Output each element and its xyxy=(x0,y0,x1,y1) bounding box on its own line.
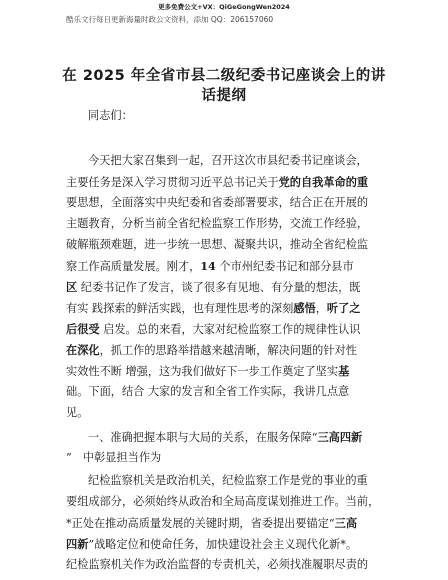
text-line: 后很受 启发。总的来看，大家对纪检监察工作的规律性认识 xyxy=(66,322,361,336)
text-line: 础。下面，结合 大家的发言和全省工作实际，我讲几点意 xyxy=(66,385,350,398)
heading-line: ” 中彰显担当作为 xyxy=(66,451,162,464)
text-line: 实效性不断 增强，这为我们做好下一步工作奠定了坚实基 xyxy=(66,364,350,378)
salutation: 同志们： xyxy=(88,109,133,122)
document-title xyxy=(56,66,392,106)
text-line: 今天把大家召集到一起，召开这次市县纪委书记座谈会， xyxy=(88,154,368,167)
text-line: 纪检监察机关作为政治监督的专责机关，必须找准履职尽责的 xyxy=(66,558,369,571)
text-line: 要思想，全面落实中央纪委和省委部署要求，结合正在开展的 xyxy=(66,196,369,209)
title-line-1: 在 2025 年全省市县二级纪委书记座谈会上的讲 xyxy=(62,68,386,84)
title-line-2: 话提纲 xyxy=(201,88,247,104)
heading-line: 一、准确把握本职与大局的关系，在服务保障“三高四新 xyxy=(88,430,363,444)
text-line: 主要任务是深入学习贯彻习近平总书记关于党的自我革命的重 xyxy=(66,175,369,189)
text-line: 有实 践探索的鲜活实践，也有理性思考的深刻感悟，听了之 xyxy=(66,301,361,315)
text-line: 破解瓶颈难题，进一步统一思想、凝聚共识，推动全省纪检监 xyxy=(66,238,369,251)
top-notice: 更多免费公文+VX：QiGeGongWen2024 xyxy=(158,3,290,11)
text-line: 察工作高质量发展。刚才，14 个市州纪委书记和部分县市 xyxy=(66,259,354,273)
sub-notice: 酷乐文行每日更新海量时政公文资料，添加 QQ：206157060 xyxy=(66,15,274,24)
text-line: 在深化，抓工作的思路举措越来越清晰，解决问题的针对性 xyxy=(66,343,357,357)
text-line: *正处在推动高质量发展的关键时期，省委提出要锚定“三高 xyxy=(66,516,358,530)
text-line: 四新”战略定位和使命任务，加快建设社会主义现代化新*。 xyxy=(66,537,358,551)
text-line: 区 纪委书记作了发言，谈了很多有见地、有分量的想法，既 xyxy=(66,280,361,294)
text-line: 要组成部分，必须始终从政治和全局高度谋划推进工作。当前， xyxy=(66,495,380,508)
text-line: 见。 xyxy=(66,406,89,419)
text-line: 纪检监察机关是政治机关，纪检监察工作是党的事业的重 xyxy=(88,474,368,487)
text-line: 主题教育，分析当前全省纪检监察工作形势，交流工作经验， xyxy=(66,217,369,230)
